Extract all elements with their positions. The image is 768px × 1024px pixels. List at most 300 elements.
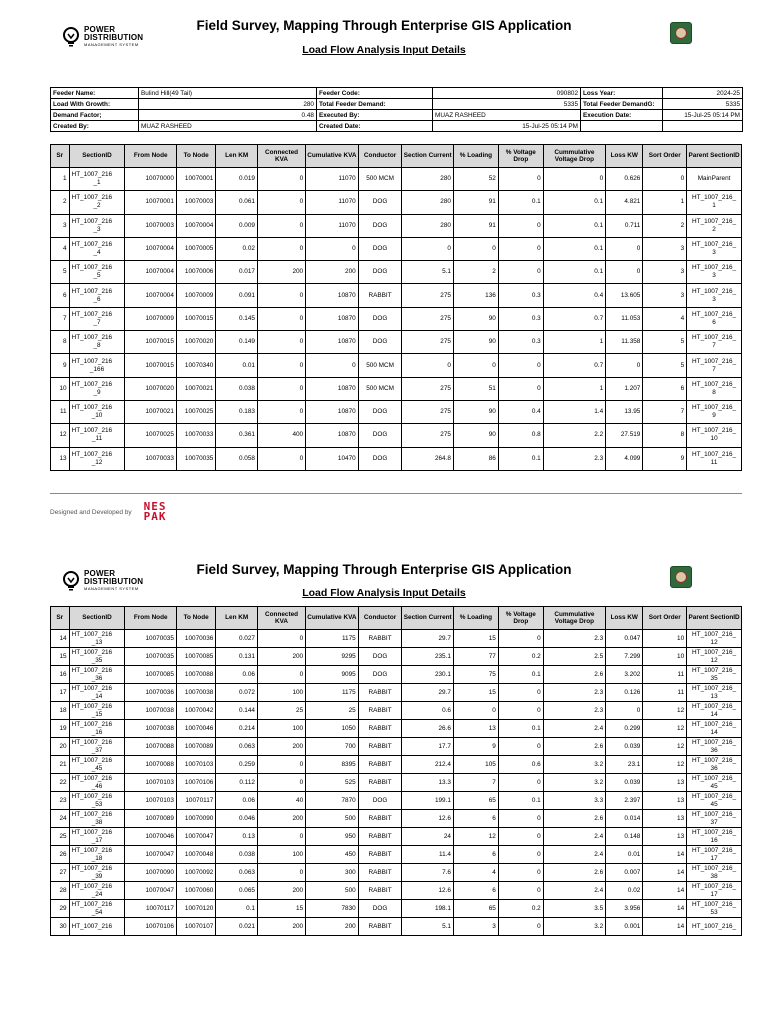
cell-loading: 0 (453, 237, 498, 260)
cell-sort-order: 12 (643, 702, 687, 720)
cell-len-km: 0.019 (216, 168, 258, 191)
cell-sr: 29 (51, 900, 70, 918)
cell-conductor: RABBIT (358, 702, 402, 720)
cell-loss-kw: 2.397 (606, 792, 643, 810)
par-line-1: HT_1007_216_ (692, 684, 737, 692)
cell-from-node: 10070035 (125, 648, 176, 666)
column-header-voltage-drop: % Voltage Drop (498, 145, 543, 168)
cell-section-id (69, 864, 125, 882)
cell-loss-kw: 0 (606, 354, 643, 377)
cell-from-node: 10070047 (125, 882, 176, 900)
cell-section-current: 275 (402, 377, 453, 400)
cell-loss-kw: 11.358 (606, 331, 643, 354)
cell-connected-kva: 0 (257, 284, 305, 307)
cell-len-km: 0.214 (216, 720, 258, 738)
sid-line-1: HT_1007_216 (71, 922, 113, 930)
par-line-2: 3 (712, 249, 716, 257)
cell-cumulative-kva: 0 (306, 237, 359, 260)
cell-loading: 65 (453, 900, 498, 918)
cell-parent-section-id (687, 828, 742, 846)
government-seal-icon (670, 566, 692, 588)
cell-conductor: RABBIT (358, 828, 402, 846)
cell-cumulative-kva: 9095 (306, 666, 359, 684)
cell-section-id (69, 424, 125, 447)
logo-line-2: DISTRIBUTION (84, 33, 144, 42)
cell-connected-kva: 200 (257, 261, 305, 284)
cell-to-node: 10070033 (176, 424, 215, 447)
cell-section-current: 230.1 (402, 666, 453, 684)
cell-loss-kw: 0.01 (606, 846, 643, 864)
cell-conductor: 500 MCM (358, 377, 402, 400)
par-line-1: HT_1007_216_ (692, 310, 737, 318)
cell-conductor: RABBIT (358, 720, 402, 738)
cell-to-node: 10070117 (176, 792, 215, 810)
cell-connected-kva: 0 (257, 447, 305, 470)
sid-line-1: HT_1007_216 (71, 404, 113, 412)
cell-len-km: 0.038 (216, 377, 258, 400)
cell-conductor: RABBIT (358, 918, 402, 936)
cell-len-km: 0.063 (216, 864, 258, 882)
cell-voltage-drop: 0.1 (498, 792, 543, 810)
par-line-1: HT_1007_216_ (692, 882, 737, 890)
cell-sr: 2 (51, 191, 70, 214)
cell-sr: 26 (51, 846, 70, 864)
cell-section-id (69, 792, 125, 810)
sid-line-2: _53 (91, 800, 103, 808)
cell-section-current: 11.4 (402, 846, 453, 864)
cell-sort-order: 6 (643, 377, 687, 400)
cell-loss-kw: 13.95 (606, 400, 643, 423)
cell-sort-order: 13 (643, 828, 687, 846)
table-row (51, 377, 742, 400)
cell-cumulative-kva: 1050 (306, 720, 359, 738)
cell-section-id (69, 354, 125, 377)
cell-loss-kw: 0.02 (606, 882, 643, 900)
cell-section-current: 26.6 (402, 720, 453, 738)
cell-section-current: 280 (402, 168, 453, 191)
par-line-1: HT_1007_216_ (692, 648, 737, 656)
cell-loading: 15 (453, 684, 498, 702)
cell-sr: 5 (51, 261, 70, 284)
cell-section-id (69, 738, 125, 756)
cell-cumulative-voltage-drop: 2.3 (543, 447, 605, 470)
cell-conductor: RABBIT (358, 882, 402, 900)
par-line-2: 11 (710, 458, 718, 466)
cell-loading: 6 (453, 810, 498, 828)
cell-cumulative-kva: 950 (306, 828, 359, 846)
cell-voltage-drop: 0.8 (498, 424, 543, 447)
cell-sort-order: 14 (643, 918, 687, 936)
cell-sort-order: 14 (643, 882, 687, 900)
cell-section-id (69, 261, 125, 284)
cell-sr: 18 (51, 702, 70, 720)
sid-line-2: _6 (93, 295, 101, 303)
cell-sr: 24 (51, 810, 70, 828)
par-line-2: 14 (710, 728, 718, 736)
report-subtitle: Load Flow Analysis Input Details (302, 44, 466, 56)
cell-conductor: DOG (358, 331, 402, 354)
cell-cumulative-kva: 525 (306, 774, 359, 792)
cell-parent-section-id (687, 168, 742, 191)
cell-cumulative-kva: 0 (306, 354, 359, 377)
sid-line-2: _11 (91, 435, 103, 443)
cell-loading: 77 (453, 648, 498, 666)
cell-voltage-drop: 0.3 (498, 284, 543, 307)
load-with-growth-value: 280 (139, 99, 317, 110)
cell-conductor: DOG (358, 237, 402, 260)
cell-cumulative-kva: 9295 (306, 648, 359, 666)
par-line-2: 38 (710, 872, 718, 880)
cell-parent-section-id (687, 702, 742, 720)
cell-loss-kw: 0.711 (606, 214, 643, 237)
sid-line-2: _8 (93, 342, 101, 350)
par-line-1: HT_1007_216_ (692, 427, 737, 435)
sid-line-2: _12 (91, 458, 103, 466)
cell-len-km: 0.131 (216, 648, 258, 666)
cell-connected-kva: 0 (257, 630, 305, 648)
cell-to-node: 10070038 (176, 684, 215, 702)
demand-factor-label: Demand Factor; (51, 110, 139, 121)
cell-from-node: 10070001 (125, 191, 176, 214)
total-feeder-demandg-label: Total Feeder DemandG: (581, 99, 663, 110)
sid-line-1: HT_1007_216 (71, 702, 113, 710)
cell-loss-kw: 0.014 (606, 810, 643, 828)
cell-parent-section-id (687, 630, 742, 648)
cell-section-current: 5.1 (402, 918, 453, 936)
cell-section-id (69, 702, 125, 720)
cell-cumulative-voltage-drop: 3.3 (543, 792, 605, 810)
cell-len-km: 0.091 (216, 284, 258, 307)
cell-len-km: 0.183 (216, 400, 258, 423)
cell-len-km: 0.009 (216, 214, 258, 237)
sid-line-2: _17 (91, 836, 103, 844)
cell-cumulative-kva: 10470 (306, 447, 359, 470)
report-subtitle: Load Flow Analysis Input Details (302, 587, 466, 599)
table-row (51, 400, 742, 423)
cell-sort-order: 11 (643, 666, 687, 684)
sid-line-1: HT_1007_216 (71, 882, 113, 890)
column-header-to-node: To Node (176, 607, 215, 630)
feeder-name-label: Feeder Name: (51, 88, 139, 99)
table-row (51, 354, 742, 377)
column-header-sort-order: Sort Order (643, 145, 687, 168)
cell-from-node: 10070009 (125, 307, 176, 330)
cell-loss-kw: 13.605 (606, 284, 643, 307)
cell-cumulative-voltage-drop: 2.6 (543, 864, 605, 882)
cell-section-id (69, 377, 125, 400)
cell-sort-order: 12 (643, 720, 687, 738)
footer-divider (50, 493, 742, 494)
cell-voltage-drop: 0.4 (498, 400, 543, 423)
cell-sr: 17 (51, 684, 70, 702)
cell-section-current: 0 (402, 354, 453, 377)
sid-line-2: _3 (93, 225, 101, 233)
cell-loss-kw: 0 (606, 261, 643, 284)
cell-section-current: 7.6 (402, 864, 453, 882)
cell-section-current: 275 (402, 307, 453, 330)
cell-parent-section-id (687, 377, 742, 400)
cell-loading: 6 (453, 882, 498, 900)
table-row (51, 684, 742, 702)
logo-line-1: POWER (84, 25, 116, 34)
table-row (51, 666, 742, 684)
cell-section-id (69, 191, 125, 214)
sid-line-2: _45 (91, 764, 103, 772)
column-header-cumulative-voltage-drop: Cummulative Voltage Drop (543, 145, 605, 168)
cell-sr: 20 (51, 738, 70, 756)
sid-line-1: HT_1007_216 (71, 828, 113, 836)
cell-loading: 75 (453, 666, 498, 684)
cell-voltage-drop: 0 (498, 810, 543, 828)
cell-sr: 21 (51, 756, 70, 774)
cell-parent-section-id (687, 774, 742, 792)
cell-cumulative-voltage-drop: 0.1 (543, 237, 605, 260)
column-header-parent-section-id: Parent SectionID (687, 607, 742, 630)
cell-sr: 8 (51, 331, 70, 354)
table-row (51, 331, 742, 354)
cell-cumulative-voltage-drop: 2.4 (543, 720, 605, 738)
sid-line-1: HT_1007_216 (71, 217, 113, 225)
cell-connected-kva: 0 (257, 756, 305, 774)
cell-loss-kw: 0.039 (606, 774, 643, 792)
nespak-logo-bottom: PAK (143, 510, 167, 523)
cell-loss-kw: 0.047 (606, 630, 643, 648)
par-line-2: 12 (710, 656, 718, 664)
table-row (51, 191, 742, 214)
cell-voltage-drop: 0.3 (498, 307, 543, 330)
cell-connected-kva: 400 (257, 424, 305, 447)
cell-connected-kva: 0 (257, 666, 305, 684)
cell-connected-kva: 200 (257, 648, 305, 666)
cell-conductor: RABBIT (358, 630, 402, 648)
cell-parent-section-id (687, 214, 742, 237)
table-row (51, 756, 742, 774)
column-header-to-node: To Node (176, 145, 215, 168)
par-line-1: HT_1007_216_ (692, 900, 737, 908)
par-line-2: 6 (712, 318, 716, 326)
table-row (51, 261, 742, 284)
sid-line-1: HT_1007_216 (71, 171, 113, 179)
cell-voltage-drop: 0 (498, 684, 543, 702)
par-line-1: HT_1007_216_ (692, 810, 737, 818)
cell-loss-kw: 0.299 (606, 720, 643, 738)
par-line-1: HT_1007_216_ (692, 241, 737, 249)
cell-section-id (69, 284, 125, 307)
grid-body (51, 630, 742, 936)
cell-conductor: DOG (358, 424, 402, 447)
created-date-value: 15-Jul-25 05:14 PM (433, 121, 581, 132)
cell-sort-order: 14 (643, 900, 687, 918)
cell-len-km: 0.06 (216, 792, 258, 810)
logo-line-3: MANAGEMENT SYSTEM (84, 42, 139, 47)
cell-voltage-drop: 0.6 (498, 756, 543, 774)
sid-line-2: _7 (93, 318, 101, 326)
sid-line-2: _14 (91, 692, 103, 700)
cell-loading: 136 (453, 284, 498, 307)
cell-from-node: 10070038 (125, 720, 176, 738)
cell-loss-kw: 1.207 (606, 377, 643, 400)
cell-section-current: 212.4 (402, 756, 453, 774)
cell-sort-order: 13 (643, 774, 687, 792)
cell-len-km: 0.149 (216, 331, 258, 354)
cell-loss-kw: 3.956 (606, 900, 643, 918)
cell-to-node: 10070089 (176, 738, 215, 756)
cell-parent-section-id (687, 738, 742, 756)
cell-loading: 13 (453, 720, 498, 738)
cell-parent-section-id (687, 261, 742, 284)
cell-cumulative-voltage-drop: 2.6 (543, 666, 605, 684)
created-date-label: Created Date: (317, 121, 433, 132)
cell-from-node: 10070036 (125, 684, 176, 702)
cell-cumulative-voltage-drop: 3.5 (543, 900, 605, 918)
sid-line-1: HT_1007_216 (71, 648, 113, 656)
cell-cumulative-voltage-drop: 0.4 (543, 284, 605, 307)
cell-sort-order: 14 (643, 864, 687, 882)
cell-loading: 6 (453, 846, 498, 864)
cell-cumulative-voltage-drop: 2.6 (543, 810, 605, 828)
column-header-from-node: From Node (125, 145, 176, 168)
cell-conductor: DOG (358, 261, 402, 284)
cell-from-node: 10070004 (125, 261, 176, 284)
cell-section-id (69, 882, 125, 900)
par-line-2: 7 (712, 342, 716, 350)
cell-from-node: 10070015 (125, 331, 176, 354)
cell-conductor: RABBIT (358, 738, 402, 756)
cell-len-km: 0.021 (216, 918, 258, 936)
par-line-1: HT_1007_216_ (692, 264, 737, 272)
cell-voltage-drop: 0.2 (498, 648, 543, 666)
cell-sr: 3 (51, 214, 70, 237)
cell-cumulative-voltage-drop: 3.2 (543, 918, 605, 936)
cell-from-node: 10070088 (125, 738, 176, 756)
column-header-connected-kva: Connected KVA (257, 607, 305, 630)
cell-cumulative-voltage-drop: 0.7 (543, 307, 605, 330)
column-header-section-id: SectionID (69, 145, 125, 168)
cell-voltage-drop: 0 (498, 828, 543, 846)
cell-len-km: 0.144 (216, 702, 258, 720)
cell-section-current: 275 (402, 424, 453, 447)
cell-from-node: 10070103 (125, 774, 176, 792)
cell-section-id (69, 720, 125, 738)
table-row (51, 648, 742, 666)
cell-section-current: 12.6 (402, 882, 453, 900)
sid-line-2: _13 (91, 638, 103, 646)
cell-loss-kw: 0 (606, 702, 643, 720)
cell-sort-order: 7 (643, 400, 687, 423)
cell-conductor: DOG (358, 648, 402, 666)
sid-line-2: _46 (91, 782, 103, 790)
feeder-name-value: Bulind Hill(49 Tail) (139, 88, 317, 99)
sid-line-1: HT_1007_216 (71, 684, 113, 692)
cell-len-km: 0.259 (216, 756, 258, 774)
cell-sort-order: 5 (643, 354, 687, 377)
par-line-2: 17 (710, 854, 718, 862)
cell-parent-section-id (687, 918, 742, 936)
cell-section-id (69, 648, 125, 666)
cell-cumulative-kva: 8395 (306, 756, 359, 774)
cell-loading: 0 (453, 702, 498, 720)
cell-cumulative-kva: 450 (306, 846, 359, 864)
column-header-len-km: Len KM (216, 607, 258, 630)
cell-len-km: 0.06 (216, 666, 258, 684)
cell-conductor: RABBIT (358, 756, 402, 774)
cell-to-node: 10070103 (176, 756, 215, 774)
cell-section-current: 0 (402, 237, 453, 260)
cell-cumulative-voltage-drop: 2.2 (543, 424, 605, 447)
cell-section-id (69, 846, 125, 864)
cell-cumulative-voltage-drop: 2.4 (543, 882, 605, 900)
designed-by-text: Designed and Developed by (50, 508, 132, 516)
cell-voltage-drop: 0 (498, 702, 543, 720)
table-row (51, 774, 742, 792)
cell-sort-order: 5 (643, 331, 687, 354)
cell-cumulative-voltage-drop: 3.2 (543, 774, 605, 792)
cell-from-node: 10070004 (125, 237, 176, 260)
column-header-cumulative-kva: Cumulative KVA (306, 607, 359, 630)
cell-cumulative-kva: 1175 (306, 684, 359, 702)
par-line-2: 45 (710, 800, 718, 808)
cell-parent-section-id (687, 284, 742, 307)
sid-line-2: _5 (93, 272, 101, 280)
cell-conductor: DOG (358, 447, 402, 470)
cell-cumulative-kva: 1175 (306, 630, 359, 648)
column-header-cumulative-voltage-drop: Cummulative Voltage Drop (543, 607, 605, 630)
cell-sort-order: 11 (643, 684, 687, 702)
cell-cumulative-voltage-drop: 2.3 (543, 702, 605, 720)
cell-conductor: DOG (358, 214, 402, 237)
par-line-2: 12 (710, 638, 718, 646)
cell-section-id (69, 828, 125, 846)
cell-loss-kw: 4.099 (606, 447, 643, 470)
cell-connected-kva: 0 (257, 331, 305, 354)
sid-line-1: HT_1007_216 (71, 774, 113, 782)
cell-parent-section-id (687, 792, 742, 810)
cell-parent-section-id (687, 756, 742, 774)
cell-connected-kva: 200 (257, 882, 305, 900)
cell-sort-order: 12 (643, 756, 687, 774)
cell-cumulative-kva: 300 (306, 864, 359, 882)
cell-parent-section-id (687, 424, 742, 447)
cell-cumulative-kva: 10870 (306, 400, 359, 423)
cell-from-node: 10070047 (125, 846, 176, 864)
column-header-section-current: Section Current (402, 607, 453, 630)
column-header-section-id: SectionID (69, 607, 125, 630)
sid-line-1: HT_1007_216 (71, 380, 113, 388)
cell-connected-kva: 200 (257, 918, 305, 936)
table-row (51, 882, 742, 900)
cell-conductor: DOG (358, 792, 402, 810)
created-by-label: Created By: (51, 121, 139, 132)
sid-line-1: HT_1007_216 (71, 720, 113, 728)
cell-parent-section-id (687, 354, 742, 377)
cell-sr: 27 (51, 864, 70, 882)
cell-from-node: 10070004 (125, 284, 176, 307)
empty-cell (581, 121, 663, 132)
cell-voltage-drop: 0 (498, 846, 543, 864)
cell-conductor: RABBIT (358, 864, 402, 882)
cell-loading: 105 (453, 756, 498, 774)
cell-sr: 30 (51, 918, 70, 936)
cell-cumulative-voltage-drop: 2.4 (543, 828, 605, 846)
cell-cumulative-kva: 200 (306, 918, 359, 936)
cell-voltage-drop: 0 (498, 630, 543, 648)
cell-section-current: 280 (402, 191, 453, 214)
cell-to-node: 10070015 (176, 307, 215, 330)
cell-voltage-drop: 0 (498, 882, 543, 900)
cell-loading: 7 (453, 774, 498, 792)
cell-connected-kva: 200 (257, 738, 305, 756)
cell-conductor: DOG (358, 307, 402, 330)
